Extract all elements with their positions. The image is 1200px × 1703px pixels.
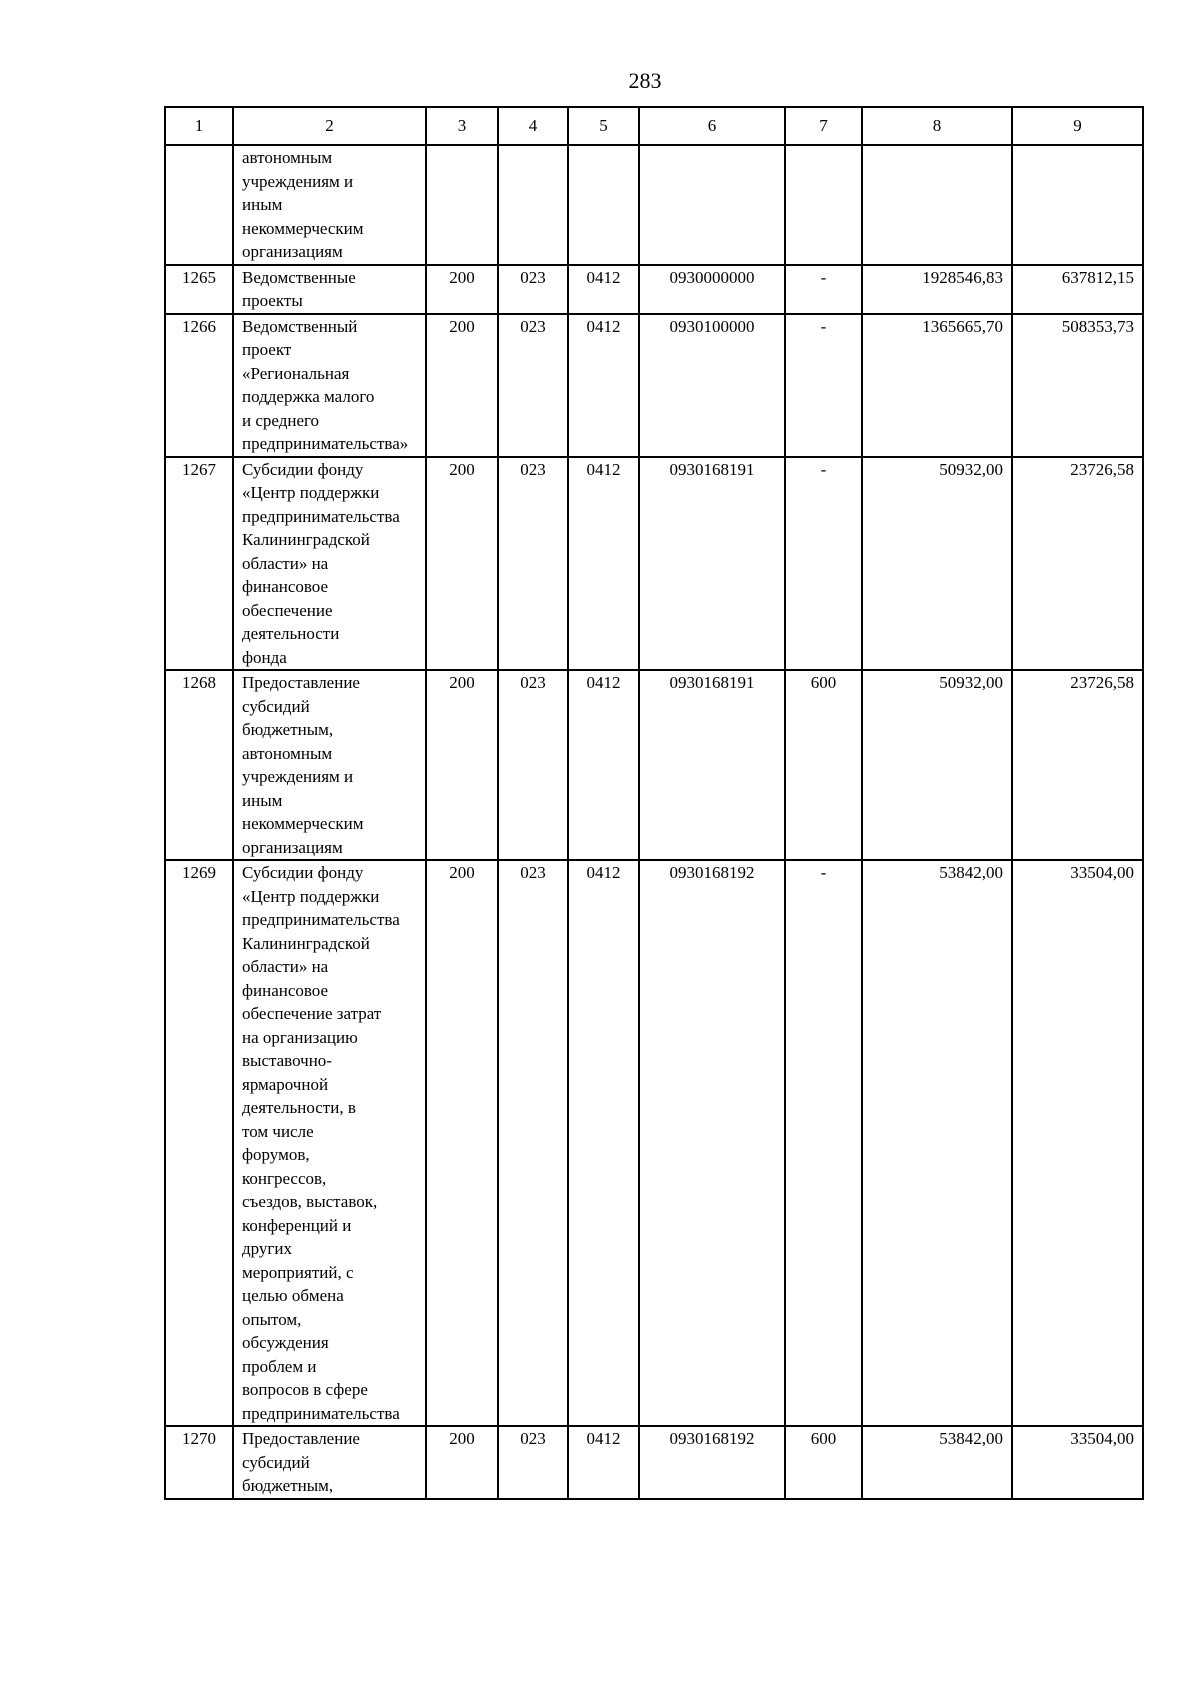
row-name-text: автономным учреждениям и иным некоммерческим организациям [242, 148, 364, 261]
page-number: 283 [628, 68, 662, 93]
row-name [233, 314, 426, 457]
row-name [233, 265, 426, 314]
cell-col-9 [1012, 145, 1143, 265]
row-number: 1265 [165, 265, 233, 314]
cell-col-6: 0930100000 [639, 314, 785, 457]
cell-col-3: 200 [426, 314, 498, 457]
cell-col-4: 023 [498, 457, 568, 671]
row-number: 1268 [165, 670, 233, 860]
cell-col-3: 200 [426, 265, 498, 314]
header-cell-3: 3 [426, 107, 498, 145]
cell-col-8: 1928546,83 [862, 265, 1012, 314]
cell-col-8: 53842,00 [862, 860, 1012, 1426]
budget-table [164, 106, 1144, 1500]
row-number: 1266 [165, 314, 233, 457]
cell-col-7 [785, 145, 862, 265]
cell-col-6: 0930000000 [639, 265, 785, 314]
header-cell-9: 9 [1012, 107, 1143, 145]
cell-col-5 [568, 145, 639, 265]
table-row [165, 860, 1143, 1426]
cell-col-9: 33504,00 [1012, 1426, 1143, 1499]
table-row [165, 265, 1143, 314]
cell-col-6: 0930168191 [639, 457, 785, 671]
cell-col-3: 200 [426, 670, 498, 860]
cell-col-5: 0412 [568, 457, 639, 671]
row-number: 1267 [165, 457, 233, 671]
cell-col-8 [862, 145, 1012, 265]
cell-col-6: 0930168191 [639, 670, 785, 860]
cell-col-5: 0412 [568, 265, 639, 314]
cell-col-7: - [785, 457, 862, 671]
row-name-text: Предоставление субсидий бюджетным, автономным учреждениям и иным некоммерческим организациям [242, 673, 364, 857]
cell-col-9: 23726,58 [1012, 457, 1143, 671]
row-number [165, 145, 233, 265]
cell-col-4: 023 [498, 314, 568, 457]
header-cell-4: 4 [498, 107, 568, 145]
header-cell-7: 7 [785, 107, 862, 145]
cell-col-7: 600 [785, 1426, 862, 1499]
cell-col-7: 600 [785, 670, 862, 860]
header-cell-8: 8 [862, 107, 1012, 145]
table-row [165, 457, 1143, 671]
cell-col-7: - [785, 860, 862, 1426]
cell-col-5: 0412 [568, 1426, 639, 1499]
row-name-text: Субсидии фонду «Центр поддержки предпринимательства Калининградской области» на финансовое обеспечение деятельности фонда [242, 459, 400, 667]
cell-col-4: 023 [498, 860, 568, 1426]
row-name [233, 457, 426, 671]
row-name [233, 1426, 426, 1499]
table-row [165, 314, 1143, 457]
header-cell-1: 1 [165, 107, 233, 145]
header-cell-2: 2 [233, 107, 426, 145]
cell-col-6: 0930168192 [639, 1426, 785, 1499]
row-name-text: Ведомственный проект «Региональная поддержка малого и среднего предпринимательства» [242, 316, 409, 453]
header-cell-5: 5 [568, 107, 639, 145]
cell-col-6: 0930168192 [639, 860, 785, 1426]
cell-col-9: 33504,00 [1012, 860, 1143, 1426]
cell-col-4 [498, 145, 568, 265]
row-name-text: Предоставление субсидий бюджетным, [242, 1429, 360, 1495]
cell-col-8: 53842,00 [862, 1426, 1012, 1499]
cell-col-8: 50932,00 [862, 670, 1012, 860]
row-number: 1269 [165, 860, 233, 1426]
cell-col-3: 200 [426, 860, 498, 1426]
cell-col-4: 023 [498, 670, 568, 860]
cell-col-9: 23726,58 [1012, 670, 1143, 860]
cell-col-9: 508353,73 [1012, 314, 1143, 457]
cell-col-3: 200 [426, 457, 498, 671]
header-row [165, 107, 1143, 145]
cell-col-4: 023 [498, 265, 568, 314]
cell-col-9: 637812,15 [1012, 265, 1143, 314]
row-number: 1270 [165, 1426, 233, 1499]
cell-col-3: 200 [426, 1426, 498, 1499]
row-name-text: Ведомственные проекты [242, 267, 356, 310]
cell-col-6 [639, 145, 785, 265]
table-row [165, 670, 1143, 860]
cell-col-7: - [785, 314, 862, 457]
cell-col-3 [426, 145, 498, 265]
row-name [233, 670, 426, 860]
cell-col-8: 1365665,70 [862, 314, 1012, 457]
cell-col-5: 0412 [568, 670, 639, 860]
cell-col-5: 0412 [568, 314, 639, 457]
cell-col-5: 0412 [568, 860, 639, 1426]
table-row [165, 1426, 1143, 1499]
cell-col-4: 023 [498, 1426, 568, 1499]
cell-col-7: - [785, 265, 862, 314]
cell-col-8: 50932,00 [862, 457, 1012, 671]
row-name [233, 145, 426, 265]
row-name [233, 860, 426, 1426]
table-row [165, 145, 1143, 265]
row-name-text: Субсидии фонду «Центр поддержки предпринимательства Калининградской области» на финансовое обеспечение затрат на организацию выставочно-ярмарочной деятельности, в том числе форумов, конгрессов, съездов, выставок, конференций и других мероприятий, с целью обмена опытом, обсуждения проблем и вопросов в сфере предпринимательства [242, 863, 400, 1423]
header-cell-6: 6 [639, 107, 785, 145]
